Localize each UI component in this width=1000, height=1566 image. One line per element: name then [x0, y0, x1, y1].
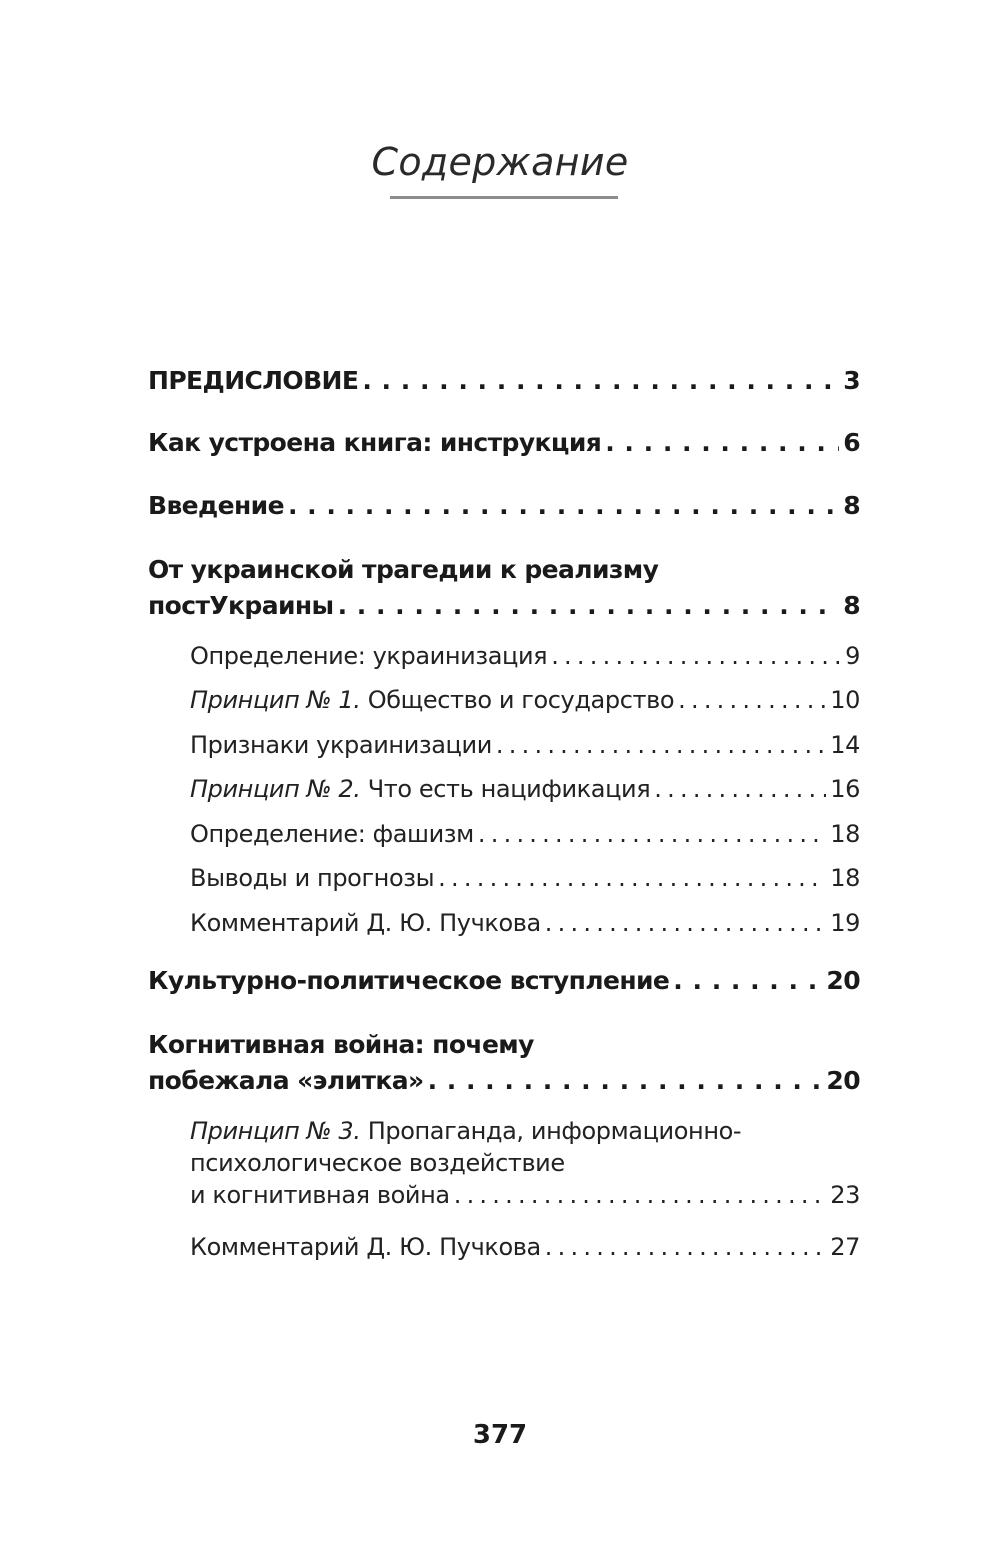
toc-entry-page: 6	[843, 428, 860, 457]
toc-entry-page: 8	[843, 491, 860, 520]
dot-leader	[362, 363, 839, 399]
dot-leader	[454, 1179, 827, 1211]
dot-leader	[551, 640, 841, 672]
dot-leader	[428, 1063, 823, 1099]
toc-entry-page: 3	[843, 366, 860, 395]
toc-entry-page: 20	[826, 966, 860, 995]
toc-entry-page: 10	[830, 686, 860, 714]
toc-entry-page: 19	[830, 909, 860, 937]
toc-entry-cultural-political[interactable]	[148, 963, 860, 999]
toc-entry-title: Определение: фашизм	[190, 820, 474, 848]
toc-entry-cognitive-war[interactable]	[148, 1027, 860, 1099]
toc-subentry-conclusions[interactable]	[190, 862, 860, 894]
dot-leader	[545, 907, 826, 939]
toc-entry-prefix: Принцип № 3.	[190, 1117, 361, 1145]
dot-leader	[545, 1231, 826, 1263]
toc-entry-title: Как устроена книга: инструкция	[148, 428, 602, 457]
toc-entry-title: Признаки украинизации	[190, 731, 492, 759]
toc-entry-title: Введение	[148, 491, 284, 520]
toc-subentry-principle-1[interactable]	[190, 684, 860, 716]
toc-entry-title: побежала «элитка»	[148, 1066, 424, 1095]
toc-entry-introduction[interactable]	[148, 488, 860, 524]
toc-entry-title: Комментарий Д. Ю. Пучкова	[190, 1233, 541, 1261]
dot-leader	[605, 425, 839, 461]
toc-entry-page: 18	[830, 864, 860, 892]
dot-leader	[496, 729, 826, 761]
dot-leader	[654, 773, 826, 805]
toc-subentry-definition-ukrainization[interactable]	[190, 640, 860, 672]
toc-entry-title: и когнитивная война	[190, 1181, 450, 1209]
toc-entry-page: 27	[830, 1233, 860, 1261]
dot-leader	[678, 684, 826, 716]
toc-entry-prefix: Принцип № 1.	[190, 686, 361, 714]
page-title: Содержание	[371, 140, 629, 184]
toc-entry-page: 8	[843, 591, 860, 620]
toc-entry-title-line1: Когнитивная война: почему	[148, 1030, 534, 1059]
dot-leader	[673, 963, 822, 999]
dot-leader	[478, 818, 826, 850]
toc-entry-preface[interactable]	[148, 363, 860, 399]
toc-subentry-principle-3[interactable]	[190, 1115, 860, 1211]
toc-subentry-signs-ukrainization[interactable]	[190, 729, 860, 761]
toc-entry-title: Культурно-политическое вступление	[148, 966, 670, 995]
dot-leader	[438, 862, 826, 894]
dot-leader	[288, 488, 839, 524]
toc-entry-page: 14	[830, 731, 860, 759]
toc-entry-title-line1: От украинской трагедии к реализму	[148, 555, 659, 584]
toc-entry-how-book-works[interactable]	[148, 425, 860, 461]
title-underline	[390, 196, 618, 199]
toc-entry-title: постУкраины	[148, 591, 334, 620]
toc-entry-title: Выводы и прогнозы	[190, 864, 435, 892]
toc-subentry-commentary-2[interactable]	[190, 1231, 860, 1263]
toc-subentry-commentary[interactable]	[190, 907, 860, 939]
toc-entry-title-line2: психологическое воздействие	[190, 1149, 565, 1177]
toc-entry-page: 20	[826, 1066, 860, 1095]
page-number: 377	[472, 1420, 528, 1450]
toc-entry-title: Определение: украинизация	[190, 642, 548, 670]
toc-subentry-definition-fascism[interactable]	[190, 818, 860, 850]
toc-entry-title: Общество и государство	[367, 686, 675, 714]
toc-entry-prefix: Принцип № 2.	[190, 775, 361, 803]
toc-entry-page: 16	[830, 775, 860, 803]
dot-leader	[338, 588, 840, 624]
toc-entry-ukrainian-tragedy[interactable]	[148, 552, 860, 624]
toc-subentry-principle-2[interactable]	[190, 773, 860, 805]
toc-entry-title: Что есть нацификация	[367, 775, 651, 803]
toc-entry-title: ПРЕДИСЛОВИЕ	[148, 366, 359, 395]
toc-entry-title: Комментарий Д. Ю. Пучкова	[190, 909, 541, 937]
toc-entry-page: 18	[830, 820, 860, 848]
toc-entry-page: 9	[845, 642, 860, 670]
toc-entry-title-line1: Пропаганда, информационно-	[367, 1117, 742, 1145]
toc-entry-page: 23	[830, 1181, 860, 1209]
